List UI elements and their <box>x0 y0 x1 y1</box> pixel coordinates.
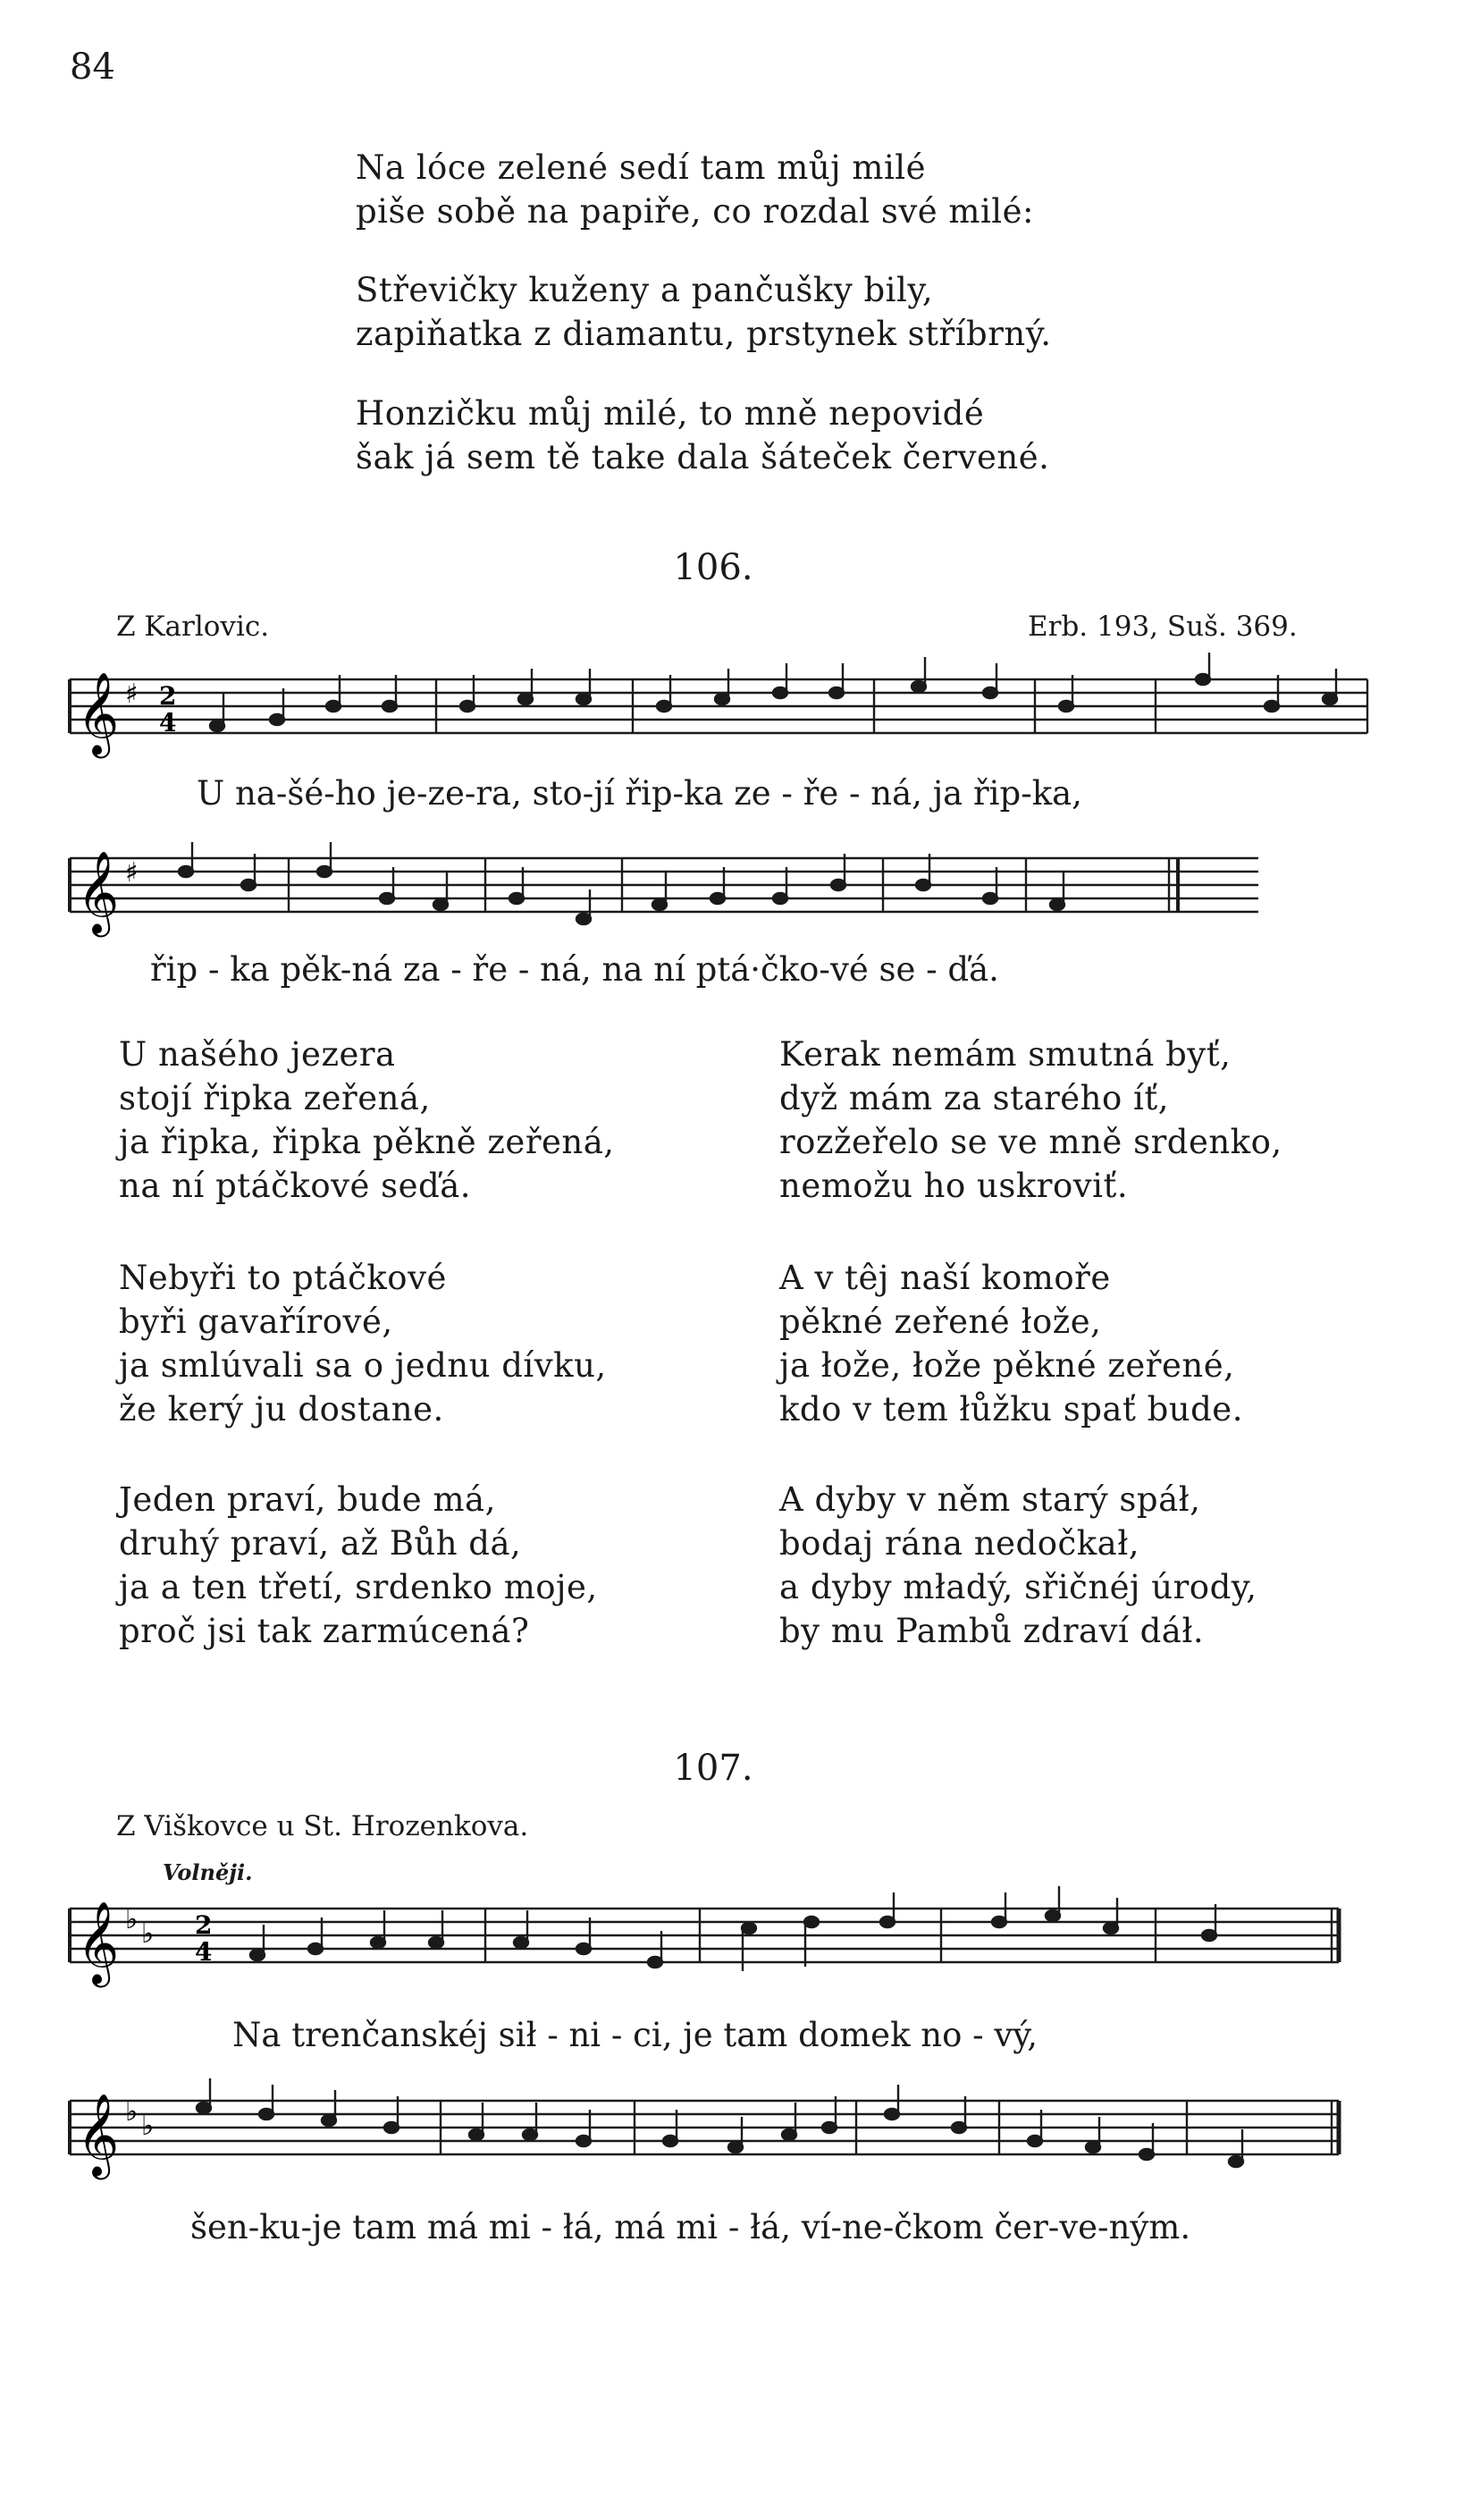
song106-lyrics-line1: U na-šé-ho je-ze-ra, sto-jí řip-ka ze - ře - ná, ja řip-ka, <box>197 774 1082 813</box>
verse-line: by mu Pambů zdraví dáł. <box>779 1612 1205 1650</box>
verse-line: Střevičky kuženy a pančušky bily, <box>356 271 934 309</box>
time-sig-top: 2 <box>195 1910 213 1940</box>
verse-line: A dyby v něm starý spáł, <box>779 1480 1201 1519</box>
verse-line: druhý praví, až Bůh dá, <box>119 1524 522 1563</box>
verse-line: dyž mám za starého íť, <box>779 1079 1169 1117</box>
top-verse-3 <box>356 392 1049 479</box>
flat-icon: ♭ <box>125 2096 139 2128</box>
verse-line: ja łože, łože pěkné zeřené, <box>779 1346 1235 1385</box>
verse-line: bodaj rána nedočkał, <box>779 1524 1139 1563</box>
song106-verse-left-2 <box>119 1256 607 1431</box>
sharp-icon: ♯ <box>125 678 139 710</box>
verse-line: Kerak nemám smutná byť, <box>779 1035 1232 1074</box>
verse-line: pěkné zeřené łože, <box>779 1302 1102 1341</box>
verse-line: zapiňatka z diamantu, prstynek stříbrný. <box>356 315 1052 353</box>
treble-clef-icon: 𝄞 <box>77 2093 120 2176</box>
music-staff-107-2 <box>70 2074 1383 2208</box>
sharp-icon: ♯ <box>125 857 139 889</box>
song107-lyrics-line1: Na trenčanskéj sił - ni - ci, je tam domek no - vý, <box>232 2016 1038 2054</box>
verse-line: kdo v tem łůžku spať bude. <box>779 1390 1243 1429</box>
verse-line: proč jsi tak zarmúcená? <box>119 1612 530 1650</box>
verse-line: nemožu ho uskroviť. <box>779 1167 1129 1205</box>
treble-clef-icon: 𝄞 <box>77 671 120 754</box>
song106-verse-left-3 <box>119 1478 598 1653</box>
verse-line: Na lóce zelené sedí tam můj milé <box>356 148 927 187</box>
song107-tempo: Volněji. <box>163 1859 253 1885</box>
flat-icon: ♭ <box>141 1918 155 1950</box>
time-sig-bottom: 4 <box>195 1937 213 1967</box>
treble-clef-icon: 𝄞 <box>77 850 120 933</box>
verse-line: na ní ptáčkové seďá. <box>119 1167 472 1205</box>
notes <box>250 1886 1216 1971</box>
top-verse-2 <box>356 268 1051 356</box>
time-sig-top: 2 <box>159 681 177 711</box>
treble-clef-icon: 𝄞 <box>77 1901 120 1984</box>
top-verse-1 <box>356 146 1034 233</box>
song-number-106: 106. <box>673 547 753 588</box>
verse-line: A v têj naší komoře <box>779 1259 1111 1297</box>
verse-line: byři gavařírové, <box>119 1302 393 1341</box>
song107-lyrics-line2: šen-ku-je tam má mi - łá, má mi - łá, ví-ne-čkom čer-ve-ným. <box>190 2208 1191 2246</box>
verse-line: Jeden praví, bude má, <box>119 1480 496 1519</box>
music-staff-107-1 <box>70 1882 1383 2016</box>
verse-line: stojí řipka zeřená, <box>119 1079 431 1117</box>
song106-reference: Erb. 193, Suš. 369. <box>1028 611 1298 643</box>
song-number-107: 107. <box>673 1748 753 1789</box>
verse-line: šak já sem tě take dala šáteček červené. <box>356 438 1050 476</box>
music-staff-106-2 <box>70 831 1383 948</box>
verse-line: ja smlúvali sa o jednu dívku, <box>119 1346 607 1385</box>
verse-line: že kerý ju dostane. <box>119 1390 444 1429</box>
flat-icon: ♭ <box>141 2111 155 2142</box>
verse-line: a dyby mładý, sřičnéj úrody, <box>779 1568 1257 1606</box>
song106-verse-left-1 <box>119 1032 615 1208</box>
music-staff-106-1 <box>70 653 1383 769</box>
verse-line: ja a ten třetí, srdenko moje, <box>119 1568 598 1606</box>
verse-line: ja řipka, řipka pěkně zeřená, <box>119 1123 615 1161</box>
song106-verse-right-2 <box>779 1256 1243 1431</box>
song106-verse-right-1 <box>779 1032 1282 1208</box>
verse-line: Honzičku můj milé, to mně nepovidé <box>356 394 985 433</box>
verse-line: rozžeřelo se ve mně srdenko, <box>779 1123 1282 1161</box>
song106-verse-right-3 <box>779 1478 1257 1653</box>
page-number: 84 <box>70 46 115 88</box>
flat-icon: ♭ <box>125 1904 139 1935</box>
verse-line: U našého jezera <box>119 1035 396 1074</box>
song106-origin: Z Karlovic. <box>116 611 270 643</box>
verse-line: piše sobě na papiře, co rozdal své milé: <box>356 192 1035 231</box>
time-sig-bottom: 4 <box>159 708 177 737</box>
verse-line: Nebyři to ptáčkové <box>119 1259 447 1297</box>
song107-origin: Z Viškovce u St. Hrozenkova. <box>116 1810 529 1842</box>
song106-lyrics-line2: řip - ka pěk-ná za - ře - ná, na ní ptá·čko-vé se - ďá. <box>150 950 999 989</box>
